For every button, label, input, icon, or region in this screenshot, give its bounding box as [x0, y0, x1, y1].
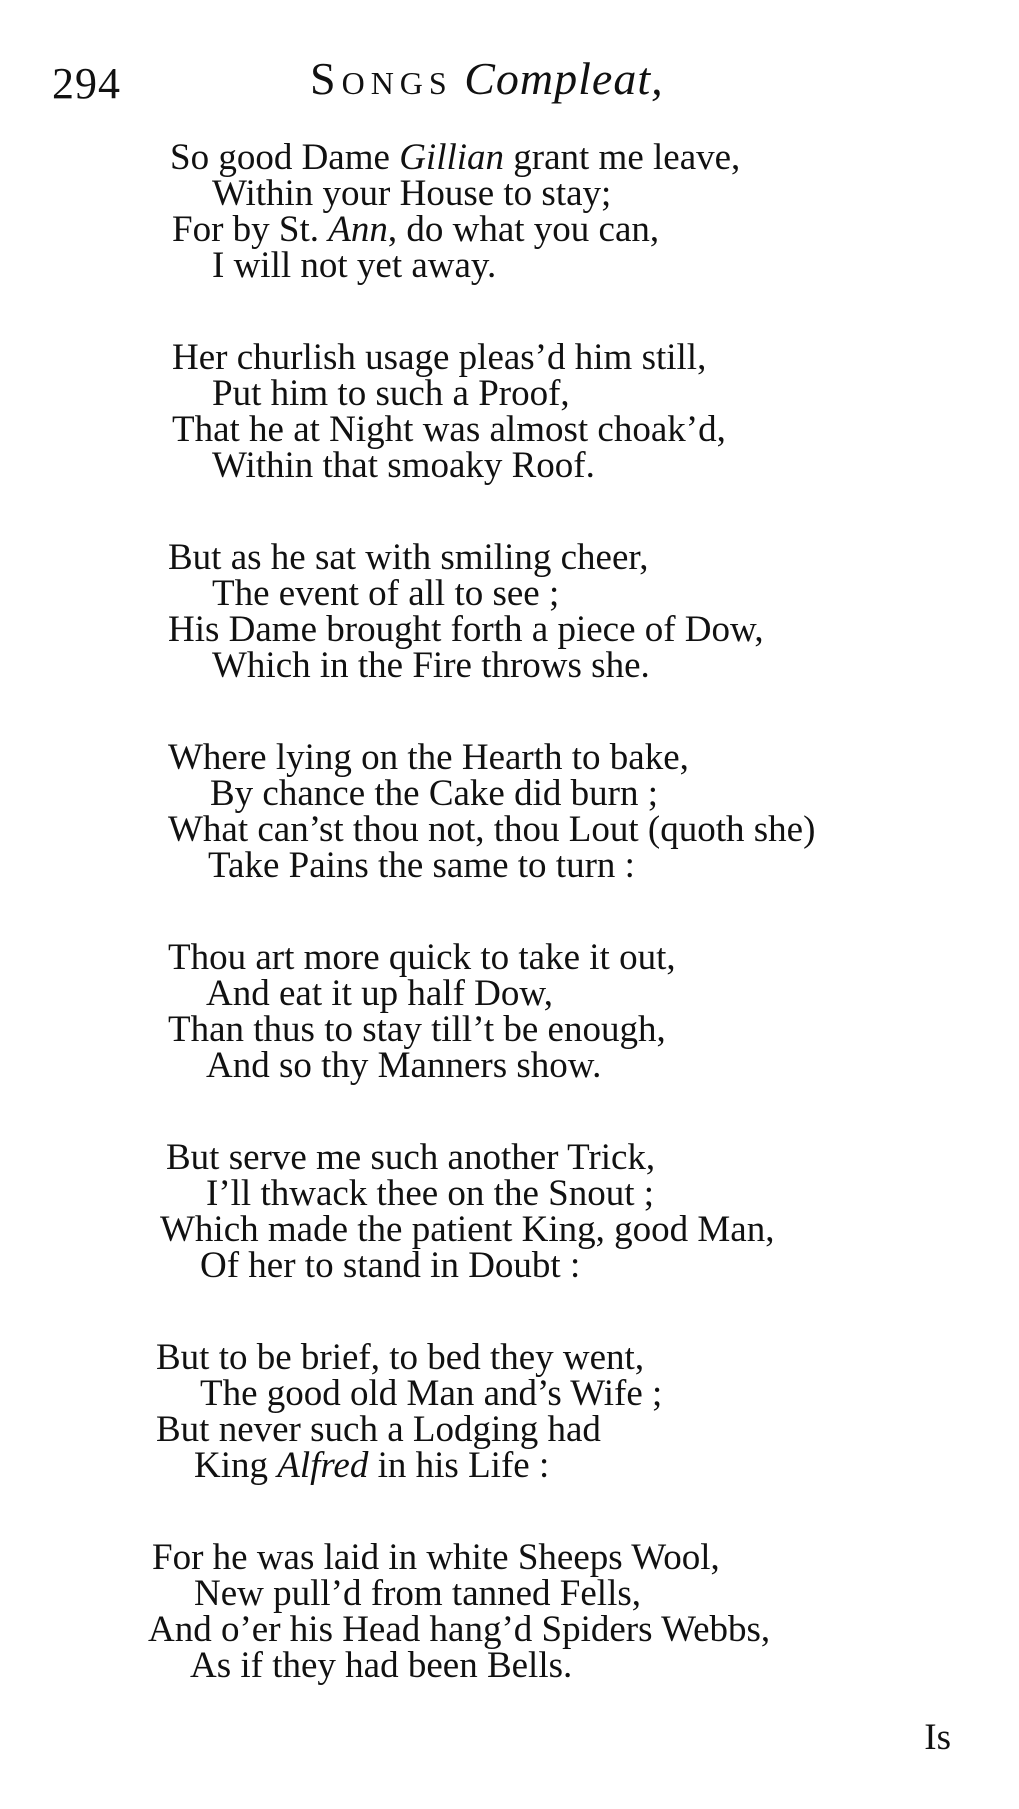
verse-line: For by St. Ann, do what you can,	[172, 209, 660, 250]
verse-line: I’ll thwack thee on the Snout ;	[206, 1173, 655, 1214]
verse-line: His Dame brought forth a piece of Dow,	[168, 609, 764, 650]
verse-line: I will not yet away.	[212, 245, 497, 286]
verse-line: Of her to stand in Doubt :	[200, 1245, 581, 1286]
verse-line: By chance the Cake did burn ;	[210, 773, 658, 814]
running-head	[52, 52, 952, 112]
verse-line: Thou art more quick to take it out,	[168, 937, 676, 978]
verse-line: But serve me such another Trick,	[166, 1137, 656, 1178]
catchword: Is	[924, 1717, 951, 1758]
verse-line: For he was laid in white Sheeps Wool,	[152, 1537, 720, 1578]
running-title-italic: Compleat,	[464, 53, 664, 104]
verse-line: That he at Night was almost choak’d,	[172, 409, 726, 450]
verse-line: And so thy Manners show.	[206, 1045, 602, 1086]
verse-line: What can’st thou not, thou Lout (quoth she)	[168, 809, 816, 850]
verse-line: And o’er his Head hang’d Spiders Webbs,	[148, 1609, 771, 1650]
verse-line: So good Dame Gillian grant me leave,	[170, 137, 741, 178]
verse-line: The good old Man and’s Wife ;	[200, 1373, 663, 1414]
verse-line: Where lying on the Hearth to bake,	[168, 737, 689, 778]
verse-line: Which made the patient King, good Man,	[160, 1209, 775, 1250]
running-title-smallcaps: Songs	[310, 53, 453, 104]
running-title	[310, 52, 664, 105]
verse-line: Put him to such a Proof,	[212, 373, 570, 414]
verse-line: And eat it up half Dow,	[206, 973, 553, 1014]
verse-line: But never such a Lodging had	[156, 1409, 601, 1450]
verse-line: Within your House to stay;	[212, 173, 612, 214]
verse-line: The event of all to see ;	[212, 573, 560, 614]
verse-line: Take Pains the same to turn :	[208, 845, 635, 886]
verse-line: Which in the Fire throws she.	[212, 645, 650, 686]
verse-line: Than thus to stay till’t be enough,	[168, 1009, 666, 1050]
verse-line: King Alfred in his Life :	[194, 1445, 550, 1486]
verse-line: As if they had been Bells.	[190, 1645, 573, 1686]
verse-line: But to be brief, to bed they went,	[156, 1337, 645, 1378]
verse-line: But as he sat with smiling cheer,	[168, 537, 649, 578]
verse-line: Her churlish usage pleas’d him still,	[172, 337, 707, 378]
verse-line: New pull’d from tanned Fells,	[194, 1573, 641, 1614]
verse-line: Within that smoaky Roof.	[212, 445, 595, 486]
page-number: 294	[52, 59, 121, 108]
